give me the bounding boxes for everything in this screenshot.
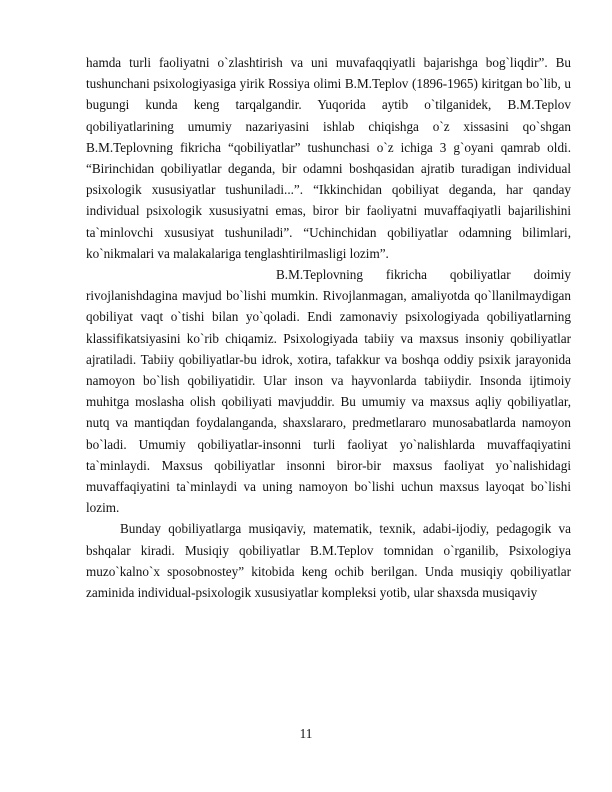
paragraph-2: B.M.Teplovning fikricha qobiliyatlar doimiy rivojlanishdagina mavjud bo`lishi mumkin. Rivojlanmagan, amaliyotda qo`llanilmaydigan qobiliyat vaqt o`tishi bilan yo`qoladi. Endi zamonaviy psixologiyada qobiliyatlarning klassifikatsiyasini ko`rib chiqamiz. Psixologiyada tabiiy va maxsus insoniy qobiliyatlar ajratiladi. Tabiiy qobiliyatlar-bu idrok, xotira, tafakkur va boshqa oddiy psixik jarayonida namoyon bo`lish qobiliyatidir. Ular inson va hayvonlarda tabiiydir. Insonda ijtimoiy muhitga moslasha olish qobiliyati mavjuddir. Bu umumiy va maxsus aqliy qobiliyatlar, nutq va mantiqdan foydalanganda, shaxslararo, predmetlararo munosabatlarda namoyon bo`ladi. Umumiy qobiliyatlar-insonni turli faoliyat yo`nalishlarda muvaffaqiyatini ta`minlaydi. Maxsus qobiliyatlar insonni biror-bir maxsus faoliyat yo`nalishidagi muvaffaqiyatini ta`minlaydi va uning namoyon bo`lishi uchun maxsus layoqat bo`lishi lozim. (86, 267, 571, 516)
paragraph-1: hamda turli faoliyatni o`zlashtirish va uni muvafaqqiyatli bajarishga bog`liqdir”. Bu tushunchani psixologiyasiga yirik Rossiya olimi B.M.Teplov (1896-1965) kiritgan bo`lib, u bugungi kunda keng tarqalgandir. Yuqorida aytib o`tilganidek, B.M.Teplov qobiliyatlarining umumiy nazariyasini ishlab chiqishga o`z xissasini qo`shgan B.M.Teplovning fikricha “qobiliyatlar” tushunchasi o`z ichiga 3 g`oyani qamrab oldi. “Birinchidan qobiliyatlar deganda, bir odamni boshqasidan ajratib turadigan individual psixologik xususiyatlar tushuniladi...”. “Ikkinchidan qobiliyat deganda, har qanday individual psixologik xususiyatni emas, biror bir faoliyatni muvaffaqiyatli bajarilishini ta`minlovchi xususiyat tushuniladi”. “Uchinchidan qobiliyatlar odamning bilimlari, ko`nikmalari va malakalariga tenglashtirilmasligi lozim”. (86, 55, 571, 261)
paragraph-3: Bunday qobiliyatlarga musiqaviy, matematik, texnik, adabi-ijodiy, pedagogik va bshqalar kiradi. Musiqiy qobiliyatlar B.M.Teplov tomnidan o`rganilib, Psixologiya muzo`kalno`x sposobnostey” kitobida keng ochib berilgan. Unda musiqiy qobiliyatlar zaminida individual-psixologik xususiyatlar kompleksi yotib, ular shaxsda musiqaviy (86, 521, 571, 601)
document-page (86, 52, 571, 603)
page-number: 11 (299, 726, 313, 741)
